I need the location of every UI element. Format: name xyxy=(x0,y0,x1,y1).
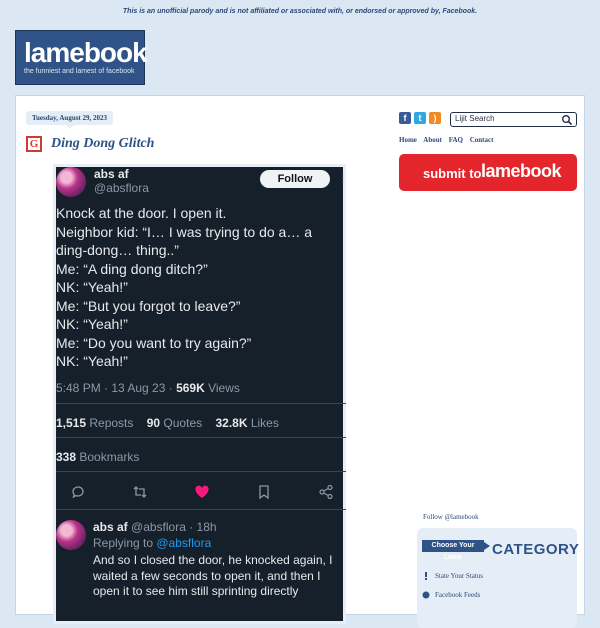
feed-icon xyxy=(422,591,430,599)
tweet-line: Neighbor kid: “I… I was trying to do a… a xyxy=(56,223,312,240)
tweet-line: Knock at the door. I open it. xyxy=(56,205,227,221)
search-icon[interactable] xyxy=(561,114,573,126)
quotes-count: 90 xyxy=(146,416,161,430)
category-title: CATEGORY xyxy=(492,541,580,558)
submit-prefix: submit to xyxy=(423,166,482,181)
share-icon xyxy=(318,484,334,500)
replying-handle: @absflora xyxy=(156,536,212,550)
bookmark-icon xyxy=(256,484,272,500)
tweet-line: Me: “Do you want to try again?” xyxy=(56,334,252,351)
bookmarks-label: Bookmarks xyxy=(76,450,140,464)
top-nav xyxy=(399,136,498,144)
logo-tagline: the funniest and lamest of facebook xyxy=(24,68,135,75)
twitter-icon[interactable]: t xyxy=(414,112,426,124)
quotes-label: Quotes xyxy=(160,416,203,430)
reply-line: open it to see him still sprinting directly xyxy=(93,584,299,598)
tweet-actions xyxy=(56,484,346,500)
tweet-line: Me: “A ding dong ditch?” xyxy=(56,260,208,277)
content-area xyxy=(15,95,585,615)
tweet-author-handle: @absflora xyxy=(94,181,149,195)
reply-author-name: abs af xyxy=(93,520,128,534)
category-box xyxy=(417,528,580,628)
nav-faq[interactable]: FAQ xyxy=(448,136,463,144)
search-input[interactable]: Lijit Search xyxy=(455,114,495,123)
tweet-line: ding-dong… thing..” xyxy=(56,242,179,258)
views-count: 569K xyxy=(176,381,205,395)
reply-line: waited a few seconds to open it, and then I xyxy=(93,568,321,583)
reply-avatar xyxy=(56,520,86,550)
category-header xyxy=(422,540,580,561)
bookmarks-count: 338 xyxy=(56,450,77,464)
category-choose-label: Choose Your Lame xyxy=(422,540,484,552)
reposts-count: 1,515 xyxy=(56,416,87,430)
tweet-line: NK: “Yeah!” xyxy=(56,279,128,295)
reply-header xyxy=(93,520,217,534)
tweet-line: NK: “Yeah!” xyxy=(56,353,128,369)
category-item-feeds[interactable]: Facebook Feeds xyxy=(435,591,481,599)
divider xyxy=(56,437,346,438)
tweet-screenshot xyxy=(53,164,346,624)
tweet-text xyxy=(56,204,346,371)
submit-button[interactable] xyxy=(399,154,577,191)
reply-icon xyxy=(70,484,86,500)
tweet-timestamp xyxy=(56,381,240,395)
follow-lamebook-link[interactable]: Follow @lamebook xyxy=(423,513,479,521)
replying-to xyxy=(93,536,211,550)
facebook-icon[interactable]: f xyxy=(399,112,411,124)
rss-icon[interactable]: ) xyxy=(429,112,441,124)
category-item-status[interactable]: State Your Status xyxy=(435,572,484,580)
more-icon: ⋮ xyxy=(338,173,348,184)
search-box[interactable] xyxy=(450,112,577,127)
divider xyxy=(56,509,346,510)
post-date: Tuesday, August 29, 2023 xyxy=(26,111,113,125)
post-title[interactable]: Ding Dong Glitch xyxy=(51,136,155,151)
disclaimer: This is an unofficial parody and is not affiliated or associated with, or endorsed or approved by, Facebook. xyxy=(122,8,478,15)
tweet-author-name: abs af xyxy=(94,167,129,181)
likes-count: 32.8K xyxy=(215,416,248,430)
reply-text xyxy=(93,553,343,600)
exclamation-icon xyxy=(422,572,430,580)
tweet-stats xyxy=(56,416,279,430)
divider xyxy=(56,471,346,472)
tweet-line: Me: “But you forgot to leave?” xyxy=(56,297,241,314)
like-icon xyxy=(194,484,210,500)
follow-button: Follow xyxy=(260,170,330,188)
nav-about[interactable]: About xyxy=(423,136,442,144)
tweet-bookmarks xyxy=(56,450,139,464)
tweet-avatar xyxy=(56,167,86,197)
submit-brand: lamebook xyxy=(481,161,562,181)
reposts-label: Reposts xyxy=(86,416,134,430)
reply-line: And so I closed the door, he knocked again, I xyxy=(93,553,333,567)
category-g-icon[interactable]: G xyxy=(26,136,42,152)
tweet-line: NK: “Yeah!” xyxy=(56,316,128,332)
nav-contact[interactable]: Contact xyxy=(469,136,494,144)
likes-label: Likes xyxy=(247,416,279,430)
retweet-icon xyxy=(132,484,148,500)
divider xyxy=(56,403,346,404)
views-label: Views xyxy=(204,381,240,395)
reply-handle-time: @absflora · 18h xyxy=(127,520,217,534)
tweet-time: 5:48 PM · 13 Aug 23 · xyxy=(56,381,177,395)
logo-name: lamebook xyxy=(24,37,147,68)
lamebook-logo[interactable] xyxy=(15,30,145,85)
nav-home[interactable]: Home xyxy=(399,136,417,144)
replying-prefix: Replying to xyxy=(93,536,157,550)
